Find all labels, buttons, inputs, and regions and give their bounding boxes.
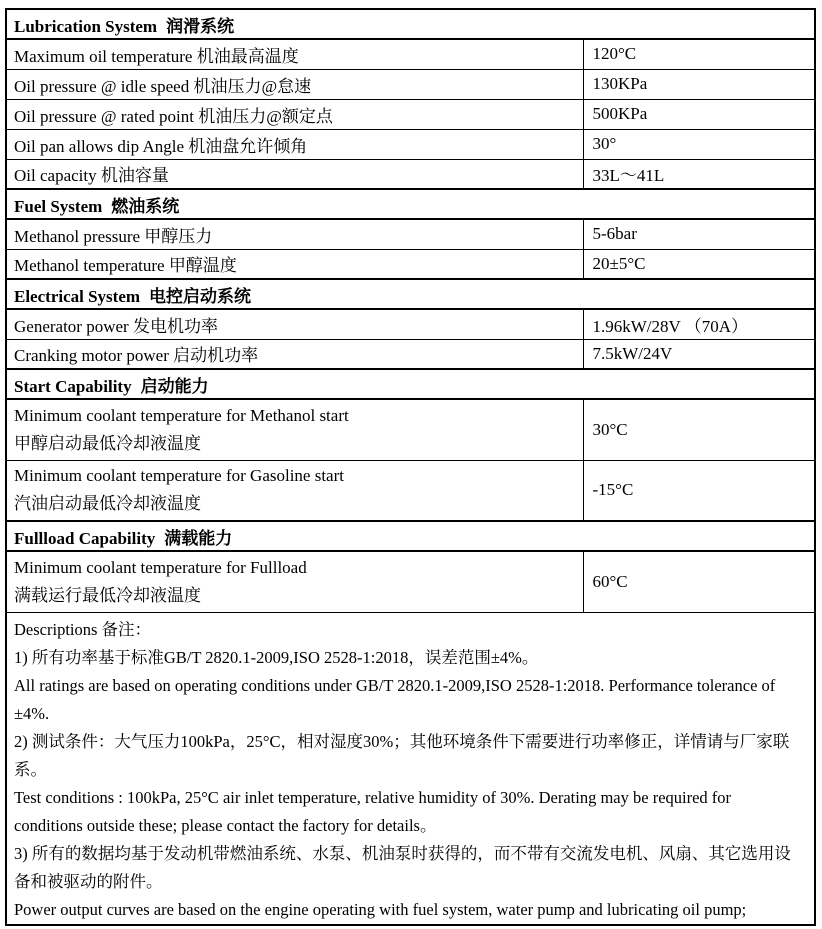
section-header-electrical	[6, 279, 815, 309]
table-row	[6, 399, 815, 460]
spec-label: Cranking motor power 启动机功率	[6, 339, 583, 369]
table-row	[6, 309, 815, 339]
note-3-en: Power output curves are based on the engine operating with fuel system, water pump and lubricating oil pump;	[14, 899, 747, 919]
spec-value: 20±5°C	[583, 249, 815, 279]
table-row	[6, 219, 815, 249]
spec-value: 60°C	[583, 551, 815, 612]
section-title	[6, 369, 815, 399]
spec-label	[6, 460, 583, 521]
spec-value: 30°C	[583, 399, 815, 460]
spec-label: Methanol temperature 甲醇温度	[6, 249, 583, 279]
spec-value: 1.96kW/28V （70A）	[583, 309, 815, 339]
table-row	[6, 249, 815, 279]
table-row	[6, 39, 815, 69]
table-row	[6, 99, 815, 129]
section-header-lubrication	[6, 9, 815, 39]
section-header-fuel	[6, 189, 815, 219]
note-2-zh: 2) 测试条件：大气压力100kPa，25°C，相对湿度30%；其他环境条件下需要进行功率修正，详情请与厂家联系。	[14, 731, 790, 779]
spec-label: Oil pressure @ idle speed 机油压力@怠速	[6, 69, 583, 99]
spec-value: 130KPa	[583, 69, 815, 99]
spec-label: Oil capacity 机油容量	[6, 159, 583, 189]
section-title-zh: 电控启动系统	[149, 286, 252, 306]
note-2-en: Test conditions : 100kPa, 25°C air inlet temperature, relative humidity of 30%. Derating may be required for conditions outside these; please contact the factory for details。	[14, 787, 732, 835]
spec-label-zh: 汽油启动最低冷却液温度	[14, 494, 201, 514]
section-title-zh: 燃油系统	[111, 196, 180, 216]
spec-label	[6, 551, 583, 612]
spec-table	[5, 8, 816, 926]
spec-label-en: Minimum coolant temperature for Gasoline start	[14, 466, 344, 486]
section-title-en: Lubrication System	[14, 16, 158, 36]
spec-label-en: Minimum coolant temperature for Methanol start	[14, 405, 349, 425]
spec-label: Oil pan allows dip Angle 机油盘允许倾角	[6, 129, 583, 159]
section-title	[6, 9, 815, 39]
spec-value: 7.5kW/24V	[583, 339, 815, 369]
notes-title: Descriptions 备注：	[14, 619, 152, 639]
spec-label: Oil pressure @ rated point 机油压力@额定点	[6, 99, 583, 129]
spec-sheet	[5, 8, 814, 926]
table-row	[6, 159, 815, 189]
spec-label: Generator power 发电机功率	[6, 309, 583, 339]
spec-label: Methanol pressure 甲醇压力	[6, 219, 583, 249]
spec-value: 5-6bar	[583, 219, 815, 249]
spec-label-en: Minimum coolant temperature for Fullload	[14, 557, 307, 577]
spec-value: 120°C	[583, 39, 815, 69]
section-title	[6, 279, 815, 309]
note-1-zh: 1) 所有功率基于标准GB/T 2820.1-2009,ISO 2528-1:2018，误差范围±4%。	[14, 647, 539, 667]
table-row	[6, 551, 815, 612]
section-title-zh: 启动能力	[140, 376, 209, 396]
note-3-zh: 3) 所有的数据均基于发动机带燃油系统、水泵、机油泵时获得的，而不带有交流发电机、风扇、其它选用设备和被驱动的附件。	[14, 843, 791, 891]
section-title-zh: 满载能力	[164, 528, 233, 548]
section-title-en: Start Capability	[14, 376, 132, 396]
section-title-en: Electrical System	[14, 286, 141, 306]
section-title-en: Fuel System	[14, 196, 103, 216]
section-title-en: Fullload Capability	[14, 528, 156, 548]
section-title	[6, 189, 815, 219]
notes-section	[6, 612, 815, 925]
spec-value: 500KPa	[583, 99, 815, 129]
spec-label	[6, 399, 583, 460]
notes-cell	[6, 612, 815, 925]
section-header-fullload-capability	[6, 521, 815, 551]
section-title-zh: 润滑系统	[166, 16, 235, 36]
spec-label: Maximum oil temperature 机油最高温度	[6, 39, 583, 69]
spec-label-zh: 满载运行最低冷却液温度	[14, 585, 201, 605]
table-row	[6, 460, 815, 521]
spec-value: 30°	[583, 129, 815, 159]
section-header-start-capability	[6, 369, 815, 399]
spec-value: 33L～41L	[583, 159, 815, 189]
note-1-en: All ratings are based on operating conditions under GB/T 2820.1-2009,ISO 2528-1:2018. Performance tolerance of ±4%.	[14, 675, 776, 723]
table-row	[6, 69, 815, 99]
spec-label-zh: 甲醇启动最低冷却液温度	[14, 433, 201, 453]
section-title	[6, 521, 815, 551]
table-row	[6, 339, 815, 369]
spec-value: -15°C	[583, 460, 815, 521]
table-row	[6, 129, 815, 159]
